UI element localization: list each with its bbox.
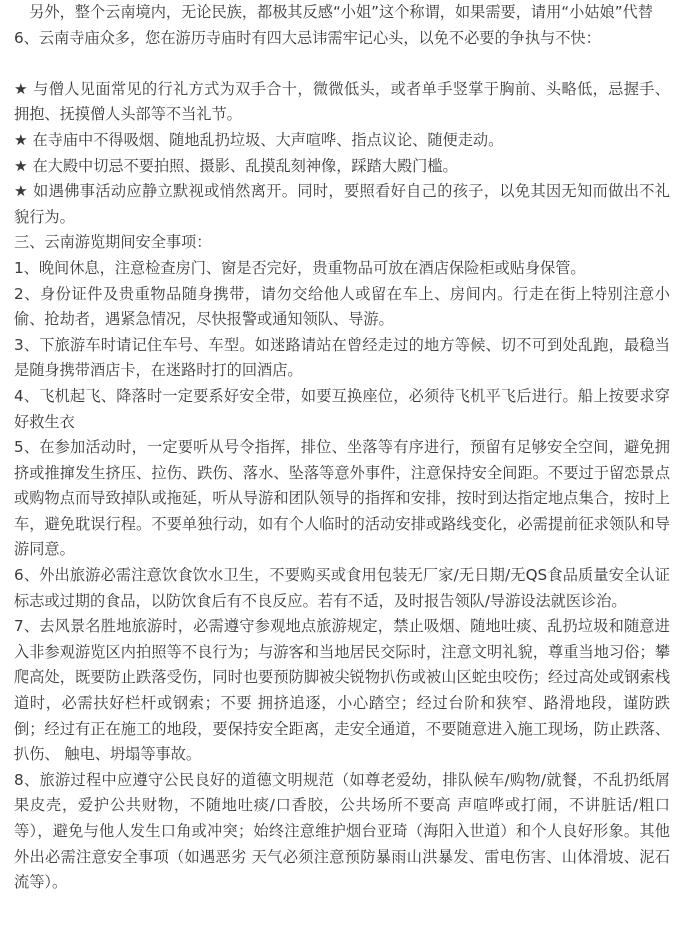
article-body <box>14 0 670 896</box>
blank-line <box>14 51 670 77</box>
paragraph-safety-6: 6、外出旅游必需注意饮食饮水卫生，不要购买或食用包装无厂家/无日期/无QS食品质量安全认证标志或过期的食品，以防饮食后有不良反应。若有不适，及时报告领队/导游设法就医诊治。 <box>14 566 670 610</box>
paragraph-taboo-smoking: ★ 在寺庙中不得吸烟、随地乱扔垃圾、大声喧哗、指点议论、随便走动。 <box>14 130 504 149</box>
paragraph-temple-taboos-intro: 6、云南寺庙众多，您在游历寺庙时有四大忌讳需牢记心头，以免不必要的争执与不快： <box>14 28 601 47</box>
paragraph-safety-2: 2、身份证件及贵重物品随身携带，请勿交给他人或留在车上、房间内。行走在街上特别注意小偷、抢劫者，遇紧急情况，尽快报警或通知领队、导游。 <box>14 284 670 329</box>
paragraph-safety-3: 3、下旅游车时请记住车号、车型。如迷路请站在曾经走过的地方等候、切不可到处乱跑，最稳当是随身携带酒店卡，在迷路时打的回酒店。 <box>14 335 670 380</box>
paragraph-safety-7: 7、去风景名胜地旅游时，必需遵守参观地点旅游规定，禁止吸烟、随地吐痰、乱扔垃圾和随意进入非参观游览区内拍照等不良行为；与游客和当地居民交际时，注意文明礼貌，尊重当地习俗；攀爬高处，既要防止跌落受伤，同时也要预防脚被尖锐物扒伤或被山区蛇虫咬伤；经过高处或钢索栈道时，必需扶好栏杆或钢索；不要 拥挤追逐，小心踏空；经过台阶和狭窄、路滑地段，谨防跌倒；经过有正在施工的地段，要保持安全距离，走安全通道，不要随意进入施工现场，防止跌落、扒伤、 触电、坍塌等事故。 <box>14 617 670 764</box>
paragraph-title-address: 另外，整个云南境内，无论民族，都极其反感“小姐”这个称谓，如果需要，请用“小姑娘”代替 <box>14 3 653 21</box>
paragraph-safety-1: 1、晚间休息，注意检查房门、窗是否完好，贵重物品可放在酒店保险柜或贴身保管。 <box>14 258 586 277</box>
paragraph-taboo-ceremony: ★ 如遇佛事活动应静立默视或悄然离开。同时，要照看好自己的孩子，以免其因无知而做出不礼貌行为。 <box>14 182 670 226</box>
paragraph-safety-4: 4、飞机起飞、降落时一定要系好安全带，如要互换座位，必须待飞机平飞后进行。船上按要求穿好救生衣 <box>14 386 670 431</box>
paragraph-taboo-photo: ★ 在大殿中切忌不要拍照、摄影、乱摸乱刻神像，踩踏大殿门槛。 <box>14 156 458 175</box>
paragraph-safety-8: 8、旅游过程中应遵守公民良好的道德文明规范（如尊老爱幼，排队候车/购物/就餐，不乱扔纸屑果皮壳，爱护公共财物，不随地吐痰/口香胶，公共场所不要高 声喧哗或打闹，不讲脏话/粗口等），避免与他人发生口角或冲突；始终注意维护烟台亚琦（海阳入世道）和个人良好形象。其他外出必需注意安全事项（如遇恶劣 天气必须注意预防暴雨山洪暴发、雷电伤害、山体滑坡、泥石流等）。 <box>14 770 670 892</box>
paragraph-taboo-greeting: ★ 与僧人见面常见的行礼方式为双手合十，微微低头，或者单手竖掌于胸前、头略低，忌握手、拥抱、抚摸僧人头部等不当礼节。 <box>14 79 670 124</box>
section-heading-safety: 三、云南游览期间安全事项： <box>14 233 212 252</box>
paragraph-safety-5: 5、在参加活动时，一定要听从号令指挥，排位、坐落等有序进行，预留有足够安全空间，避免拥挤或推撺发生挤压、拉伤、跌伤、落水、坠落等意外事件，注意保持安全间距。不要过于留恋景点或购物点而导致掉队或拖延，听从导游和团队领导的指挥和安排，按时到达指定地点集合，按时上车，避免耽误行程。不要单独行动，如有个人临时的活动安排或路线变化，必需提前征求领队和导游同意。 <box>14 438 670 559</box>
